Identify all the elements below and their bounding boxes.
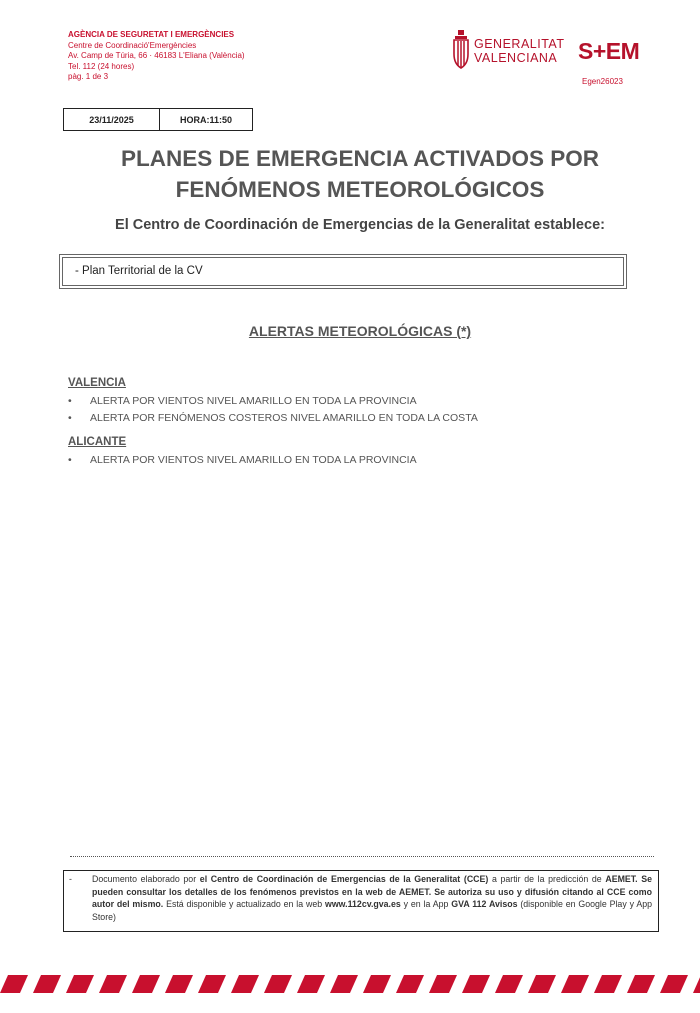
region-valencia: VALENCIA: [68, 377, 126, 389]
plan-box: [59, 254, 627, 289]
bullet-icon: •: [68, 412, 72, 424]
agency-info: [68, 30, 245, 83]
footer-text-part: y en la App: [400, 899, 452, 909]
coat-of-arms-icon: [452, 30, 470, 74]
title-line-2: FENÓMENOS METEOROLÓGICOS: [175, 177, 545, 202]
gv-logo-line2: VALENCIANA: [474, 50, 558, 65]
date-time-box: [63, 108, 253, 131]
decorative-stripes: [0, 975, 700, 993]
alert-text: ALERTA POR VIENTOS NIVEL AMARILLO EN TODA LA PROVINCIA: [90, 454, 417, 466]
page-title: [0, 143, 700, 205]
date-value: 23/11/2025: [64, 109, 160, 130]
title-line-1: PLANES DE EMERGENCIA ACTIVADOS POR: [121, 146, 599, 171]
sem-logo: S+EM: [578, 38, 640, 64]
gv-logo-line1: GENERALITAT: [474, 37, 565, 51]
subtitle: El Centro de Coordinación de Emergencias de la Generalitat establece:: [115, 217, 605, 233]
region-alicante: ALICANTE: [68, 436, 127, 448]
alert-item: [68, 395, 417, 407]
alert-text: ALERTA POR FENÓMENOS COSTEROS NIVEL AMARILLO EN TODA LA COSTA: [90, 412, 478, 424]
footer-dash: -: [69, 874, 72, 884]
agency-phone: Tel. 112 (24 hores): [68, 61, 135, 71]
footer-app-name: GVA 112 Avisos: [451, 899, 518, 909]
generalitat-logo: [452, 30, 565, 74]
separator: [70, 856, 654, 857]
agency-center: Centre de Coordinació'Emergències: [68, 40, 197, 50]
footer-bold-part: AEMET. Se pueden consultar los detalles de los fenómenos previstos en la web de AEMET. Se autoriza su uso y difusión citando al CCE como autor del mismo.: [92, 874, 653, 909]
time-value: HORA:11:50: [179, 114, 233, 125]
footer-text-part: a partir de la predicción de: [488, 874, 606, 884]
alert-item: [68, 412, 478, 424]
agency-name: AGÈNCIA DE SEGURETAT I EMERGÈNCIES: [68, 30, 235, 39]
footer-bold-part: el Centro de Coordinación de Emergencias de la Generalitat (CCE): [199, 874, 489, 884]
agency-address: Av. Camp de Túria, 66 · 46183 L'Eliana (València): [68, 51, 245, 61]
footer-text-part: (disponible en Google Play y App Store): [92, 899, 653, 922]
footer-text: [92, 873, 652, 923]
page-info: pàg. 1 de 3: [68, 72, 109, 82]
plan-item: - Plan Territorial de la CV: [75, 265, 203, 277]
bullet-icon: •: [68, 395, 72, 407]
bullet-icon: •: [68, 454, 72, 466]
footer-note: [63, 870, 659, 932]
footer-website: www.112cv.gva.es: [324, 899, 401, 909]
footer-text-part: Está disponible y actualizado en la web: [163, 899, 325, 909]
footer-text-part: Documento elaborado por: [92, 874, 200, 884]
alert-item: [68, 454, 417, 466]
alerts-heading: ALERTAS METEOROLÓGICAS (*): [248, 323, 472, 339]
alert-text: ALERTA POR VIENTOS NIVEL AMARILLO EN TODA LA PROVINCIA: [90, 395, 417, 407]
document-code: Egen26023: [582, 77, 623, 86]
